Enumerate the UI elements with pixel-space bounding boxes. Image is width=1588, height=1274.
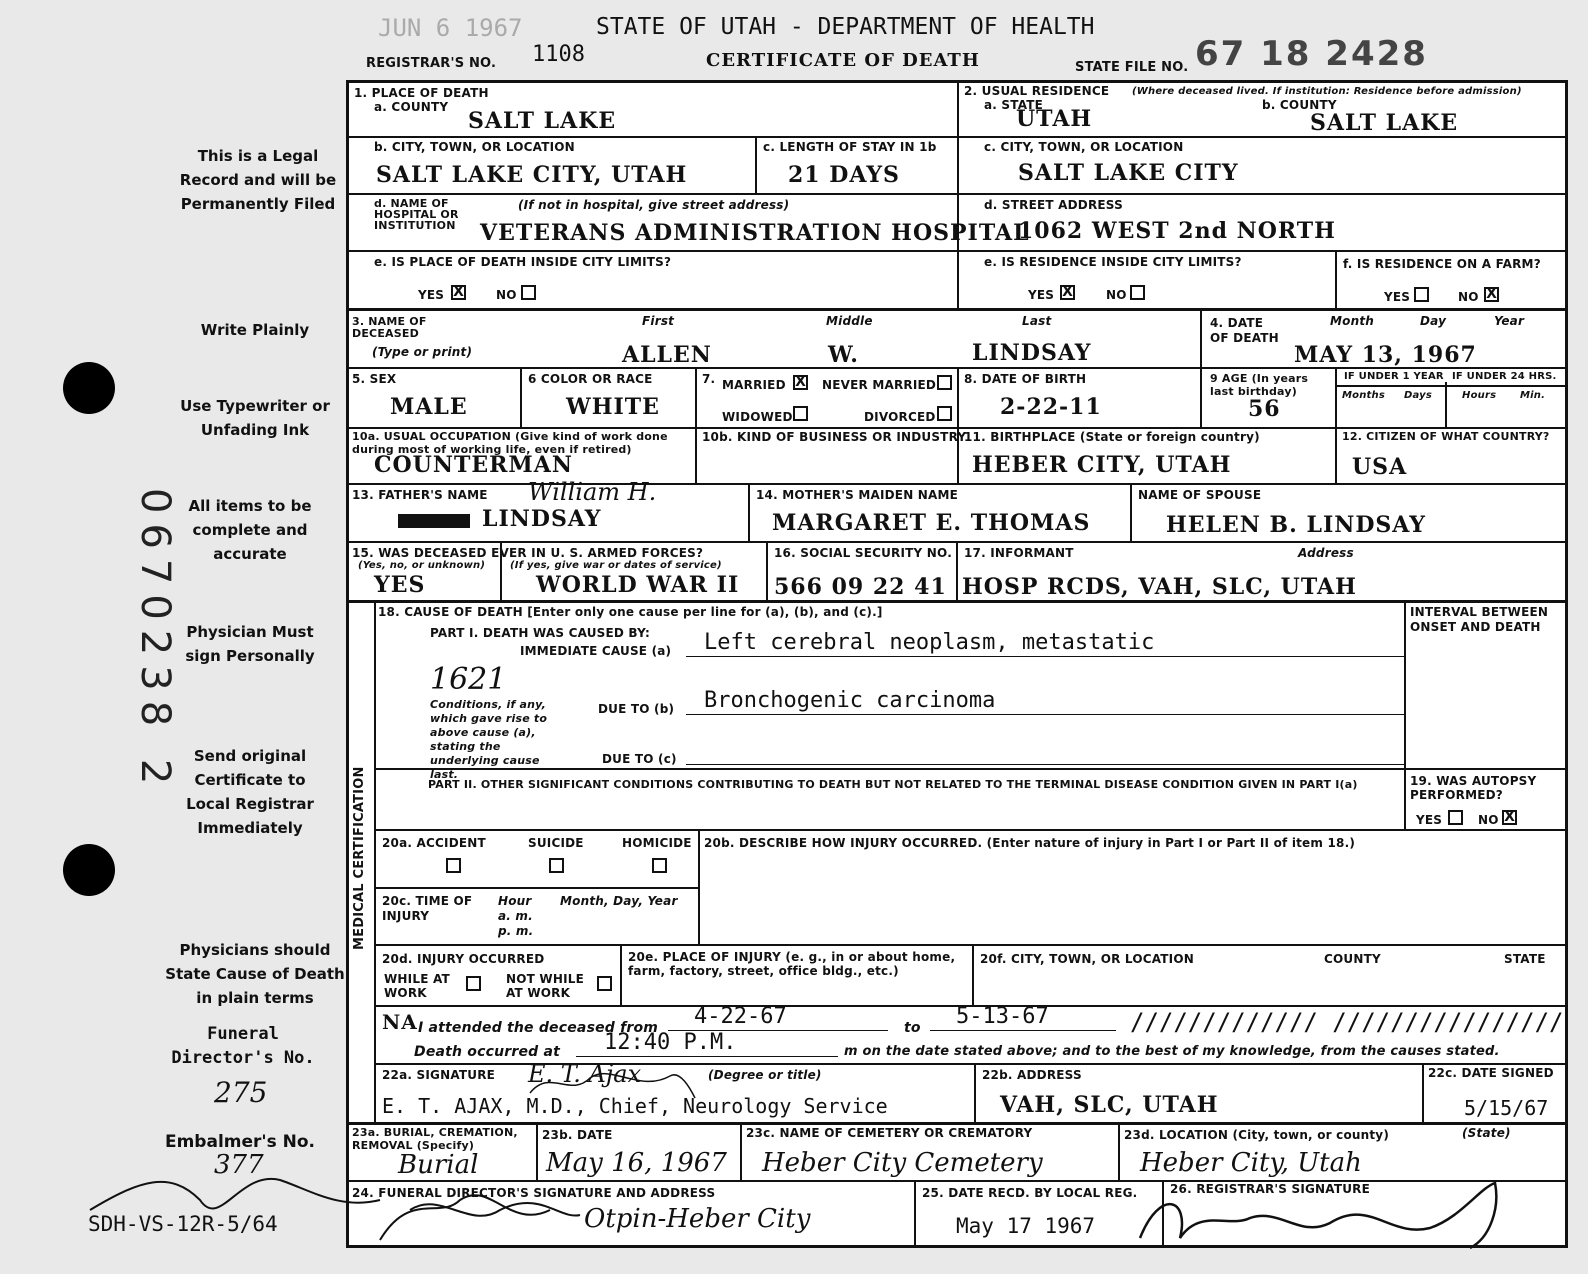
residence-city-label: c. CITY, TOWN, OR LOCATION xyxy=(984,140,1184,154)
homicide-checkbox[interactable] xyxy=(652,858,667,873)
burial-date: May 16, 1967 xyxy=(546,1148,727,1178)
autopsy-no-checkbox[interactable]: X xyxy=(1502,810,1517,825)
while-at-work-label: WHILE AT WORK xyxy=(384,972,450,1000)
spouse-name: HELEN B. LINDSAY xyxy=(1166,512,1426,538)
medical-certification-label: MEDICAL CERTIFICATION xyxy=(352,766,367,950)
usual-residence-label: 2. USUAL RESIDENCE xyxy=(964,84,1110,98)
address-heading: Address xyxy=(1298,546,1354,560)
mdy-heading: Month, Day, Year xyxy=(560,894,678,908)
days-heading: Days xyxy=(1404,390,1433,401)
race-label: 6 COLOR OR RACE xyxy=(528,372,653,386)
attended-text: I attended the deceased from xyxy=(418,1020,659,1036)
hospital-label: d. NAME OF HOSPITAL OR INSTITUTION xyxy=(374,197,459,232)
citizen-label: 12. CITIZEN OF WHAT COUNTRY? xyxy=(1342,430,1550,443)
punch-hole-top xyxy=(63,362,115,414)
divorced-checkbox[interactable] xyxy=(937,406,952,421)
date-of-death: MAY 13, 1967 xyxy=(1294,342,1477,368)
mother-label: 14. MOTHER'S MAIDEN NAME xyxy=(756,488,959,502)
middle-name: W. xyxy=(828,342,859,368)
degree-label: (Degree or title) xyxy=(708,1068,822,1082)
physician-address: VAH, SLC, UTAH xyxy=(1000,1092,1219,1118)
place-inside-yes-checkbox[interactable]: X xyxy=(451,285,466,300)
sidebar-physician: Physician Must sign Personally xyxy=(185,623,315,665)
vertical-serial: 0670238 2 xyxy=(132,488,178,795)
age-label: 9 AGE (In years last birthday) xyxy=(1210,372,1309,398)
autopsy-label: 19. WAS AUTOPSY PERFORMED? xyxy=(1410,774,1537,802)
farm-no-label: NO xyxy=(1458,290,1479,304)
residence-no-label: NO xyxy=(1106,288,1127,302)
sidebar-physicians-cause: Physicians should State Cause of Death in plain terms xyxy=(165,941,345,1007)
due-to-b-label: DUE TO (b) xyxy=(598,702,675,716)
armed-forces: YES xyxy=(374,572,426,598)
min-heading: Min. xyxy=(1520,390,1546,401)
part2-label: PART II. OTHER SIGNIFICANT CONDITIONS CONTRIBUTING TO DEATH BUT NOT RELATED TO THE TERMINAL DISEASE CONDITION GIVEN IN PART I(a) xyxy=(428,778,1358,791)
death-occurred-text: Death occurred at xyxy=(414,1044,561,1060)
due-to-c-label: DUE TO (c) xyxy=(602,752,677,766)
residence-county: SALT LAKE xyxy=(1310,110,1459,136)
hospital-note: (If not in hospital, give street address) xyxy=(518,198,790,212)
form-title: STATE OF UTAH - DEPARTMENT OF HEALTH xyxy=(596,14,1095,40)
occupation: COUNTERMAN xyxy=(374,452,573,478)
residence-inside-no-checkbox[interactable] xyxy=(1130,285,1145,300)
attended-to: 5-13-67 xyxy=(956,1004,1049,1029)
social-security-no: 566 09 22 41 xyxy=(774,574,947,600)
sidebar-items: All items to be complete and accurate xyxy=(188,497,312,563)
signature-label: 22a. SIGNATURE xyxy=(382,1068,496,1082)
year-heading: Year xyxy=(1494,314,1525,328)
cemetery-label: 23c. NAME OF CEMETERY OR CREMATORY xyxy=(746,1126,1033,1140)
date-signed: 5/15/67 xyxy=(1464,1096,1549,1120)
location-label: 23d. LOCATION (City, town, or county) xyxy=(1124,1128,1390,1142)
residence-city: SALT LAKE CITY xyxy=(1018,160,1239,186)
first-name: ALLEN xyxy=(622,342,712,368)
date-recd-label: 25. DATE RECD. BY LOCAL REG. xyxy=(922,1186,1138,1200)
residence-street: 1062 WEST 2nd NORTH xyxy=(1018,218,1336,244)
ssn-label: 16. SOCIAL SECURITY NO. xyxy=(774,546,952,560)
sex-label: 5. SEX xyxy=(352,372,397,386)
residence-inside-yes-checkbox[interactable]: X xyxy=(1060,285,1075,300)
certification-text: m on the date stated above; and to the best of my knowledge, from the causes stated. xyxy=(844,1044,1500,1059)
residence-state: UTAH xyxy=(1016,106,1093,132)
redaction-bar xyxy=(398,514,470,528)
widowed-label: WIDOWED xyxy=(722,410,793,424)
first-heading: First xyxy=(642,314,675,328)
attended-from: 4-22-67 xyxy=(694,1004,787,1029)
farm-label: f. IS RESIDENCE ON A FARM? xyxy=(1343,257,1541,271)
farm-yes-checkbox[interactable] xyxy=(1414,287,1429,302)
registrar-no-label: REGISTRAR'S NO. xyxy=(366,56,497,71)
last-name: LINDSAY xyxy=(972,340,1092,366)
armed-forces-label: 15. WAS DECEASED EVER IN U. S. ARMED FORCES? xyxy=(352,546,704,560)
not-while-at-work-checkbox[interactable] xyxy=(597,976,612,991)
mother-name: MARGARET E. THOMAS xyxy=(772,510,1091,536)
burial-location: Heber City, Utah xyxy=(1140,1148,1362,1178)
month-heading: Month xyxy=(1330,314,1375,328)
sidebar-typewriter: Use Typewriter or Unfading Ink xyxy=(180,397,330,439)
married-checkbox[interactable]: X xyxy=(793,375,808,390)
under-24-hrs-label: IF UNDER 24 HRS. xyxy=(1452,371,1557,382)
sex: MALE xyxy=(390,394,468,420)
marital-label: 7. xyxy=(702,372,716,386)
autopsy-yes-label: YES xyxy=(1416,813,1443,827)
farm-no-checkbox[interactable]: X xyxy=(1484,287,1499,302)
sidebar-legal: This is a Legal Record and will be Permanently Filed xyxy=(179,147,337,213)
never-married-label: NEVER MARRIED xyxy=(822,378,937,392)
accident-checkbox[interactable] xyxy=(446,858,461,873)
inside-city-label: e. IS PLACE OF DEATH INSIDE CITY LIMITS? xyxy=(374,255,672,269)
injury-county-label: COUNTY xyxy=(1324,952,1381,966)
to-text: to xyxy=(904,1020,921,1036)
father-handwritten: William H. xyxy=(528,478,657,506)
registrar-signature-scribble xyxy=(1130,1168,1510,1258)
physician-name: E. T. AJAX, M.D., Chief, Neurology Service xyxy=(382,1094,888,1118)
injury-state-label: STATE xyxy=(1504,952,1546,966)
while-at-work-checkbox[interactable] xyxy=(466,976,481,991)
hospital-name: VETERANS ADMINISTRATION HOSPITAL xyxy=(480,220,1030,246)
street-label: d. STREET ADDRESS xyxy=(984,198,1123,212)
immediate-cause: Left cerebral neoplasm, metastatic xyxy=(704,630,1155,655)
funeral-director-label: Funeral Director's No. xyxy=(171,1024,315,1068)
widowed-checkbox[interactable] xyxy=(793,406,808,421)
race: WHITE xyxy=(566,394,660,420)
date-of-birth: 2-22-11 xyxy=(1000,394,1102,420)
stay-label: c. LENGTH OF STAY IN 1b xyxy=(763,140,937,154)
birthplace-label: 11. BIRTHPLACE (State or foreign country) xyxy=(964,430,1260,444)
never-married-checkbox[interactable] xyxy=(937,375,952,390)
place-inside-no-checkbox[interactable] xyxy=(521,285,536,300)
part1-label: PART I. DEATH WAS CAUSED BY: xyxy=(430,626,650,640)
registrar-sig-label: 26. REGISTRAR'S SIGNATURE xyxy=(1170,1182,1370,1196)
state-file-label: STATE FILE NO. xyxy=(1075,60,1189,75)
burial-date-label: 23b. DATE xyxy=(542,1128,613,1142)
injury-describe-label: 20b. DESCRIBE HOW INJURY OCCURRED. (Enter nature of injury in Part I or Part II of item 18.) xyxy=(704,836,1356,850)
hours-heading: Hours xyxy=(1462,390,1497,401)
name-note: (Type or print) xyxy=(372,345,473,359)
time-of-death: 12:40 P.M. xyxy=(604,1030,737,1055)
date-signed-label: 22c. DATE SIGNED xyxy=(1428,1066,1554,1080)
time-of-injury-label: 20c. TIME OF INJURY xyxy=(382,894,473,923)
place-of-death-label: 1. PLACE OF DEATH xyxy=(354,86,489,100)
death-city: SALT LAKE CITY, UTAH xyxy=(376,162,688,188)
age: 56 xyxy=(1248,396,1281,422)
farm-yes-label: YES xyxy=(1384,290,1411,304)
registrar-no: 1108 xyxy=(532,42,585,67)
address-label: 22b. ADDRESS xyxy=(982,1068,1082,1082)
county-label: a. COUNTY xyxy=(374,100,449,114)
date-received: May 17 1967 xyxy=(956,1214,1096,1238)
sidebar-write: Write Plainly xyxy=(200,321,310,339)
birthplace: HEBER CITY, UTAH xyxy=(972,452,1232,478)
state-heading: (State) xyxy=(1462,1126,1511,1140)
spouse-label: NAME OF SPOUSE xyxy=(1138,488,1262,502)
funeral-director-no: 275 xyxy=(214,1076,268,1109)
length-of-stay: 21 DAYS xyxy=(788,162,900,188)
city-label: b. CITY, TOWN, OR LOCATION xyxy=(374,140,575,154)
sidebar-send: Send original Certificate to Local Registrar Immediately xyxy=(186,747,314,837)
citizenship: USA xyxy=(1352,454,1408,480)
date-of-death-label: 4. DATE OF DEATH xyxy=(1210,316,1279,345)
homicide-label: HOMICIDE xyxy=(622,836,692,850)
father-label: 13. FATHER'S NAME xyxy=(352,488,488,502)
injury-city-label: 20f. CITY, TOWN, OR LOCATION xyxy=(980,952,1194,966)
cemetery: Heber City Cemetery xyxy=(762,1148,1043,1178)
autopsy-yes-checkbox[interactable] xyxy=(1448,810,1463,825)
physician-signature-scribble xyxy=(520,1058,700,1108)
suicide-checkbox[interactable] xyxy=(549,858,564,873)
immediate-cause-label: IMMEDIATE CAUSE (a) xyxy=(520,644,672,658)
cause-code: 1621 xyxy=(430,662,507,697)
months-heading: Months xyxy=(1342,390,1385,401)
strike-marks: ///////////// //////////////// xyxy=(1130,1008,1564,1036)
residence-inside-label: e. IS RESIDENCE INSIDE CITY LIMITS? xyxy=(984,255,1242,269)
physician-signature: E. T. Ajax xyxy=(528,1060,642,1088)
form-number: SDH-VS-12R-5/64 xyxy=(88,1212,278,1236)
middle-heading: Middle xyxy=(826,314,873,328)
punch-hole-bottom xyxy=(63,844,115,896)
armed-note: (Yes, no, or unknown) xyxy=(358,560,486,571)
burial-label: 23a. BURIAL, CREMATION, REMOVAL (Specify) xyxy=(352,1126,518,1152)
informant-label: 17. INFORMANT xyxy=(964,546,1074,560)
death-county: SALT LAKE xyxy=(468,108,617,134)
state-file-no: 67 18 2428 xyxy=(1195,34,1428,74)
war-service: WORLD WAR II xyxy=(536,572,740,598)
informant: HOSP RCDS, VAH, SLC, UTAH xyxy=(962,574,1357,600)
funeral-director-address: Otpin-Heber City xyxy=(584,1204,811,1234)
married-label: MARRIED xyxy=(722,378,786,392)
interval-label: INTERVAL BETWEEN ONSET AND DEATH xyxy=(1410,605,1549,634)
last-heading: Last xyxy=(1022,314,1052,328)
residence-county-label: b. COUNTY xyxy=(1262,98,1337,112)
name-label: 3. NAME OF DECEASED xyxy=(352,315,427,340)
funeral-director-sig-label: 24. FUNERAL DIRECTOR'S SIGNATURE AND ADDRESS xyxy=(352,1186,716,1200)
date-stamp: JUN 6 1967 xyxy=(378,14,523,42)
no-label: NO xyxy=(496,288,517,302)
occupation-label: 10a. USUAL OCCUPATION (Give kind of work done during most of working life, even if retired) xyxy=(352,430,668,456)
business-label: 10b. KIND OF BUSINESS OR INDUSTRY xyxy=(702,430,967,444)
state-label: a. STATE xyxy=(984,98,1044,112)
father-name: LINDSAY xyxy=(482,506,602,532)
certificate-title: CERTIFICATE OF DEATH xyxy=(706,50,980,71)
not-while-at-work-label: NOT WHILE AT WORK xyxy=(506,972,584,1000)
residence-yes-label: YES xyxy=(1028,288,1055,302)
embalmer-no: 377 xyxy=(214,1150,264,1180)
conditions-note: Conditions, if any, which gave rise to above cause (a), stating the underlying cause last. xyxy=(430,698,548,781)
cause-of-death-label: 18. CAUSE OF DEATH [Enter only one cause per line for (a), (b), and (c).] xyxy=(378,605,883,619)
funeral-signature-scribble xyxy=(80,1150,600,1260)
due-to-b: Bronchogenic carcinoma xyxy=(704,688,996,713)
accident-label: 20a. ACCIDENT xyxy=(382,836,486,850)
hour-heading: Hour a. m. p. m. xyxy=(498,894,534,938)
embalmer-label: Embalmer's No. xyxy=(164,1132,316,1152)
under-1-year-label: IF UNDER 1 YEAR xyxy=(1344,371,1444,382)
place-of-injury-label: 20e. PLACE OF INJURY (e. g., in or about home, farm, factory, street, office bldg., etc.) xyxy=(628,950,956,978)
day-heading: Day xyxy=(1420,314,1447,328)
autopsy-no-label: NO xyxy=(1478,813,1499,827)
attend-prefix: NA xyxy=(382,1010,418,1034)
residence-note: (Where deceased lived. If institution: Residence before admission) xyxy=(1132,86,1522,97)
yes-label: YES xyxy=(418,288,445,302)
injury-occurred-label: 20d. INJURY OCCURRED xyxy=(382,952,545,966)
burial-type: Burial xyxy=(398,1150,479,1180)
suicide-label: SUICIDE xyxy=(528,836,584,850)
divorced-label: DIVORCED xyxy=(864,410,936,424)
dob-label: 8. DATE OF BIRTH xyxy=(964,372,1087,386)
war-note: (If yes, give war or dates of service) xyxy=(510,560,722,571)
